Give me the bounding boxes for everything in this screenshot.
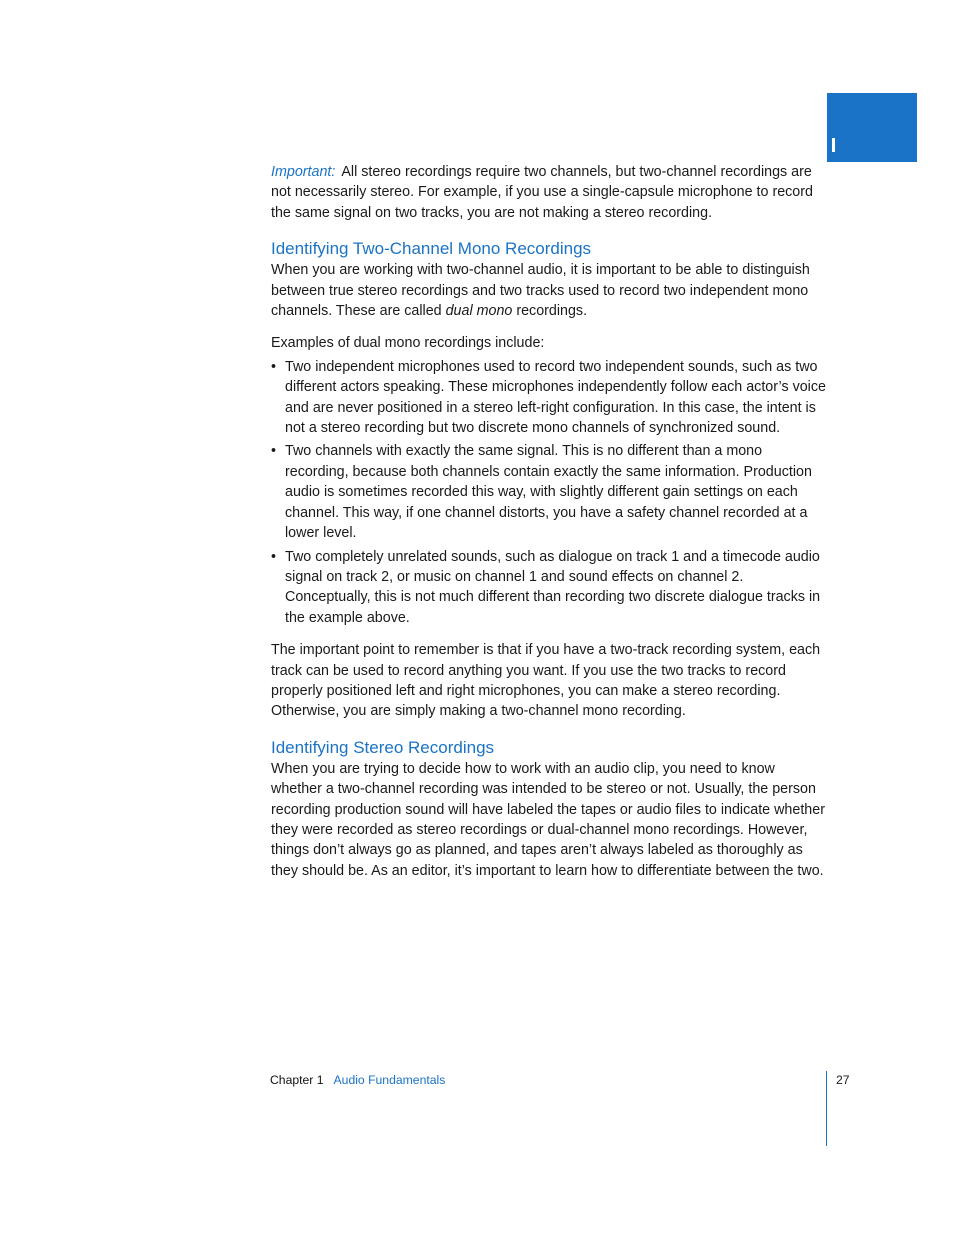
list-item-text: Two channels with exactly the same signal. This is no different than a mono recording, because both channels contain exactly the same information. Production audio is sometimes recorded this way, with slightly different gain settings on each channel. This way, if one channel distorts, you have a safety channel recorded at a lower level. [285,443,812,542]
important-note [271,162,827,223]
footer-chapter: Chapter 1 [270,1073,324,1087]
chapter-thumb-tab [827,93,917,162]
list-item [271,357,827,439]
section-heading-stereo: Identifying Stereo Recordings [271,737,495,757]
section-heading-dual-mono: Identifying Two-Channel Mono Recordings [271,239,592,259]
list-item [271,547,827,629]
section2-body: When you are trying to decide how to work with an audio clip, you need to know whether a two-channel recording was intended to be stereo or not. Usually, the person recording production sound will have labeled the tapes or audio files to indicate whether they were recorded as stereo recordings or dual-channel mono recordings. However, things don’t always go as planned, and tapes aren’t always labeled as thoroughly as they should be. As an editor, it’s important to learn how to differentiate between the two. [271,760,825,879]
page-body [271,162,827,881]
examples-list [271,357,827,628]
page-footer [270,1072,445,1088]
bullet-glyph: • [271,358,277,375]
chapter-tab-mark [832,138,835,152]
section1-closing: The important point to remember is that if you have a two-track recording system, each track can be used to record anything you want. If you use the two tracks to record properly positioned left and right microphones, you can make a stereo recording. Otherwise, you are simply making a two-channel mono recording. [271,642,821,720]
important-label: Important: [271,164,336,180]
list-item-text: Two completely unrelated sounds, such as dialogue on track 1 and a timecode audio signal on track 2, or music on channel 1 and sound effects on channel 2. Conceptually, this is not much different than recording two discrete dialogue tracks in the example above. [285,548,821,626]
important-text: All stereo recordings require two channels, but two-channel recordings are not necessarily stereo. For example, if you use a single-capsule microphone to record the same signal on two tracks, you are not making a stereo recording. [271,164,813,221]
intro-emphasis: dual mono [445,303,513,320]
section1-intro [271,260,827,321]
intro-text-end: recordings. [512,303,588,320]
footer-chapter-title[interactable]: Audio Fundamentals [333,1073,446,1087]
examples-lead: Examples of dual mono recordings include: [271,335,545,352]
bullet-glyph: • [271,548,277,565]
footer-divider [826,1071,827,1146]
bullet-glyph: • [271,443,277,460]
page-number: 27 [836,1073,850,1087]
list-item-text: Two independent microphones used to record two independent sounds, such as two different actors speaking. These microphones independently follow each actor’s voice and are never positioned in a stereo left-right configuration. In this case, the intent is not a stereo recording but two discrete mono channels of synchronized sound. [285,358,826,437]
list-item [271,441,827,543]
intro-text: When you are working with two-channel audio, it is important to be able to distinguish between true stereo recordings and two tracks used to record two independent mono channels. These are called [271,262,810,320]
